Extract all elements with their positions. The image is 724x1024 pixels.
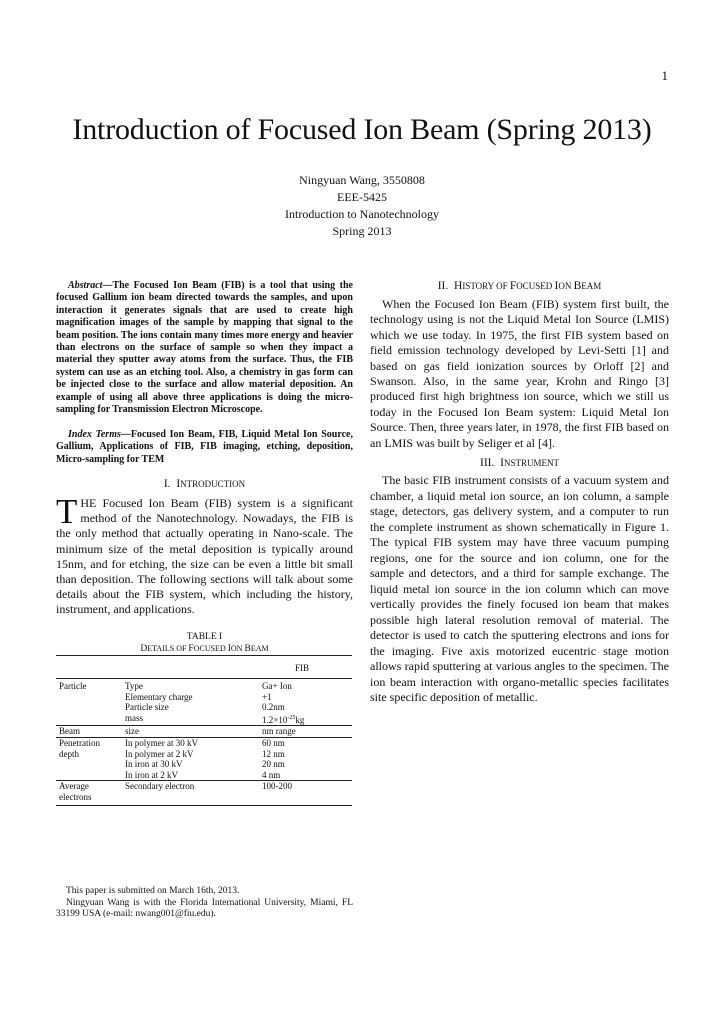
author-block xyxy=(0,172,724,240)
index-terms-text: —Focused Ion Beam, FIB, Liquid Metal Ion Source, Gallium, Applications of FIB, FIB imaging, etching, deposition, Micro-sampling for TEM xyxy=(56,429,353,465)
section-3-body: The basic FIB instrument consists of a vacuum system and chamber, a liquid metal ion source, an ion column, a sample stage, detectors, gas delivery system, and a computer to run the complete instrument as shown schematically in Figure 1. The typical FIB system may have three vacuum pumping regions, one for the source and ion column, one for the sample and detectors, and a third for sample exchange. The liquid metal ion source in the ion column which can move vertically provides the finely focused ion beam that makes possible high lateral resolution removal of material. The detector is used to catch the sputtering electrons and ions for the imaging. Five axis motorized eucentric stage motion allows rapid sputtering at various angles to the specimen. The ion beam interaction with organo-metallic species facilitates site specific deposition of metallic. xyxy=(370,473,669,704)
section-2-heading: II. HISTORY OF FOCUSED ION BEAM xyxy=(437,280,602,292)
table-1-title xyxy=(56,632,353,655)
section-1-numeral: I. xyxy=(163,478,171,490)
column-header-fib: FIB xyxy=(295,663,310,673)
table-row: Average electrons Secondary electron 100-200 xyxy=(56,781,352,805)
abstract xyxy=(56,280,353,416)
section-2-body: When the Focused Ion Beam (FIB) system first built, the technology using is not the Liquid Metal Ion Source (LMIS) which we use today. In 1975, the first FIB system based on field emission technology developed by Levi-Setti [1] and based on gas field ionization sources by Orloff [2] and Swanson. Also, in the same year, Krohn and Ringo [3] produced first high brightness ion source, which we still us today in the Focused Ion Beam system: Liquid Metal Ion Source. Then, three years later, in 1978, the first FIB based on an LMIS was built by Seliger et al [4]. xyxy=(370,297,669,450)
page-number: 1 xyxy=(661,68,668,83)
drop-cap: T xyxy=(56,492,78,531)
abstract-text: —The Focused Ion Beam (FIB) is a tool that using the focused Gallium ion beam directed towards the samples, and upon interaction it generates signals that are used to create high magnification images of the sample by mapping that signal to the beam position. The ions contain many times more energy and heavier than electrons on the surface of sample so when they impact a material they sputter away atoms from the surface. Thus, the FIB system can use as an etching tool. Also, a chemistry in gas form can be injected close to the surface and allow material deposition. An example of using all above three applications is doing the micro-sampling for Transmission Electron Microscope. xyxy=(56,280,353,416)
term: Spring 2013 xyxy=(332,224,392,238)
course-code: EEE-5425 xyxy=(337,190,387,204)
abstract-label: Abstract xyxy=(68,280,103,291)
index-terms-label: Index Terms xyxy=(68,429,121,440)
section-1-text: HE Focused Ion Beam (FIB) system is a significant method of the Nanotechnology. Nowadays, the FIB is the only method that actually operating in Nano-scale. The minimum size of the metal deposition is typically around 15nm, and for etching, the size can be even a little bit small than deposition. The following sections will talk about some details about the FIB system, which including the history, instrument, and applications. xyxy=(56,496,353,617)
footnote-affiliation: Ningyuan Wang is with the Florida International University, Miami, FL 33199 USA (e-mail: nwang001@fiu.edu). xyxy=(56,897,353,920)
table-1-caption: DETAILS OF FOCUSED ION BEAM xyxy=(140,644,269,654)
section-1-body xyxy=(56,492,353,618)
section-1-heading-rest: NTRODUCTION xyxy=(180,479,246,489)
table-header-row xyxy=(56,656,352,679)
table-row: Particle Type Elementary charge Particle size mass Ga+ Ion +1 0.2nm $1.2\times 10^{-25}kg$ xyxy=(56,679,352,726)
footnote-submitted: This paper is submitted on March 16th, 2013. xyxy=(66,886,240,896)
table-1-label: TABLE I xyxy=(186,632,223,642)
author-name: Ningyuan Wang, 3550808 xyxy=(299,173,425,187)
index-terms xyxy=(56,429,353,466)
paper-title: Introduction of Focused Ion Beam (Spring 2013) xyxy=(72,113,652,146)
footnote xyxy=(56,886,353,921)
section-1-heading-initial: I xyxy=(176,478,181,490)
section-3-heading: III. INSTRUMENT xyxy=(480,457,559,469)
table-row: Penetration depth In polymer at 30 kV In polymer at 2 kV In iron at 30 kV In iron at 2 kV 60 nm 12 nm 20 nm 4 nm xyxy=(56,737,352,780)
section-1-heading xyxy=(56,478,353,490)
details-table xyxy=(56,655,352,806)
table-row: Beam size nm range xyxy=(56,726,352,738)
course-name: Introduction to Nanotechnology xyxy=(285,207,439,221)
